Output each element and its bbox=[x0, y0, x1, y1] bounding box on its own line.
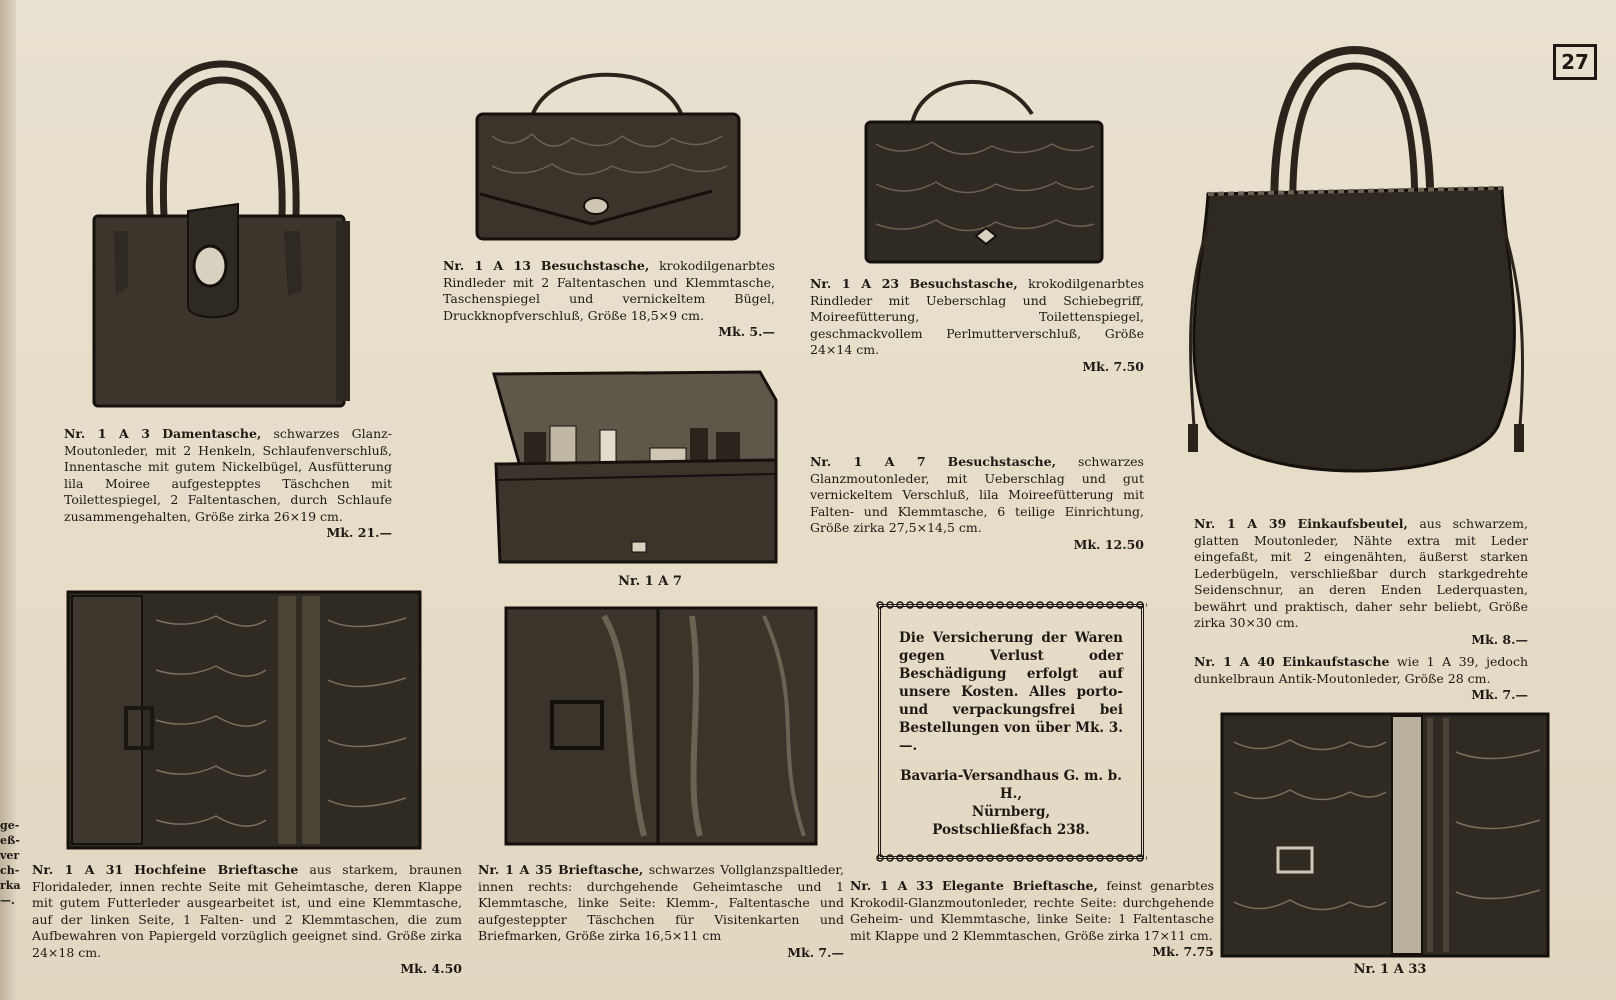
product-1a23-number: Nr. 1 A 23 bbox=[810, 276, 900, 291]
product-1a39-text: aus schwarzem, glatten Moutonleder, Nähte extra mit Leder eingefaßt, mit 2 eingenähten, äußerst starken Lederbügeln, verschließbar durch starkgedrehte Seidenschnur, an deren Enden Lederquasten, bewährt und praktisch, daher sehr beliebt, Größe zirka 30×30 cm. bbox=[1194, 516, 1529, 630]
product-1a23-description bbox=[810, 276, 1144, 375]
notice-city: Nürnberg, bbox=[971, 804, 1051, 820]
product-1a35-price: Mk. 7.— bbox=[787, 944, 844, 960]
handbag-1a3-image bbox=[88, 56, 362, 412]
product-1a33-text: feinst genarbtes Krokodil-Glanzmoutonleder, rechte Seite: durchgehende Geheim- und Klemmtasche, linke Seite: 1 Faltentasche mit Klappe und 2 Klemmtaschen, Größe zirka 17×11 cm. bbox=[850, 878, 1215, 943]
product-1a33-number: Nr. 1 A 33 bbox=[850, 878, 934, 893]
notice-border-top bbox=[875, 600, 1147, 610]
product-1a31-description bbox=[32, 862, 462, 978]
product-1a23-title: Besuchstasche, bbox=[909, 276, 1018, 291]
product-1a7-number: Nr. 1 A 7 bbox=[810, 454, 926, 469]
product-1a39-number: Nr. 1 A 39 bbox=[1194, 516, 1287, 531]
product-1a40-description bbox=[1194, 654, 1528, 704]
insurance-notice-box bbox=[878, 604, 1144, 859]
notice-address bbox=[899, 767, 1123, 839]
product-1a39-description bbox=[1194, 516, 1528, 648]
product-1a40-title: Einkaufstasche bbox=[1282, 654, 1390, 669]
product-1a7-price: Mk. 12.50 bbox=[1073, 536, 1144, 552]
notice-text: Die Versicherung der Waren gegen Verlust oder Beschädigung erfolgt auf unsere Kosten. Alles porto- und verpackungsfrei bei Bestellungen von über Mk. 3.—. bbox=[899, 630, 1123, 754]
product-1a23-text: krokodilgenarbtes Rindleder mit Ueberschlag und Schiebegriff, Moireefütterung, Toilettenspiegel, geschmackvollem Perlmutterverschluß, Größe 24×14 cm. bbox=[810, 276, 1145, 357]
product-1a31-price: Mk. 4.50 bbox=[400, 961, 462, 976]
adjacent-page-edge-text: ge- eß- ver ch- rka —. bbox=[0, 819, 21, 907]
product-1a39-title: Einkaufsbeutel, bbox=[1297, 516, 1408, 531]
product-1a7-description bbox=[810, 454, 1144, 553]
product-1a33-description bbox=[850, 878, 1214, 961]
product-1a35-text: schwarzes Vollglanzspaltleder, innen rechts: durchgehende Geheimtasche und 1 Klemmtasche, linke Seite: Klemm-, Faltentasche und aufgesteppter Täschchen für Visitenkarten und Briefmarken, Größe zirka 16,5×11 cm bbox=[478, 862, 844, 943]
product-1a31-text: aus starkem, braunen Floridaleder, innen rechte Seite mit Geheimtasche, deren Klappe mit gutem Futterleder ausgearbeitet ist, und eine Klemmtasche, auf der linken Seite, 1 Falten- und 2 Klemmtaschen, die zum Aufbewahren von Papiergeld vorzüglich geeignet sind. Größe zirka 24×18 cm. bbox=[32, 862, 462, 960]
product-1a33-price: Mk. 7.75 bbox=[1152, 944, 1214, 959]
product-1a7-caption: Nr. 1 A 7 bbox=[618, 574, 682, 589]
notice-postbox: Postschließfach 238. bbox=[932, 822, 1090, 838]
visiting-bag-1a13-image bbox=[472, 56, 744, 246]
product-1a3-title: Damentasche, bbox=[162, 426, 262, 441]
product-1a13-number: Nr. 1 A 13 bbox=[443, 258, 531, 273]
product-1a39-price: Mk. 8.— bbox=[1471, 631, 1528, 647]
product-1a3-number: Nr. 1 A 3 bbox=[64, 426, 150, 441]
product-1a33-title: Elegante Brieftasche, bbox=[941, 878, 1098, 893]
product-1a3-description bbox=[64, 426, 392, 542]
product-1a13-description bbox=[443, 258, 775, 341]
product-1a35-number: Nr. 1 A 35 bbox=[478, 862, 553, 877]
wallet-1a33-image bbox=[1220, 712, 1550, 958]
product-1a33-caption: Nr. 1 A 33 bbox=[1353, 962, 1427, 977]
product-1a7-title: Besuchstasche, bbox=[947, 454, 1056, 469]
product-1a31-title: Hochfeine Brieftasche bbox=[134, 862, 299, 877]
product-1a13-price: Mk. 5.— bbox=[718, 324, 775, 339]
wallet-1a35-image bbox=[504, 606, 818, 846]
product-1a40-price: Mk. 7.— bbox=[1471, 687, 1528, 702]
product-1a40-number: Nr. 1 A 40 bbox=[1194, 654, 1275, 669]
product-1a3-price: Mk. 21.— bbox=[326, 525, 392, 540]
visiting-bag-1a23-image bbox=[862, 64, 1106, 266]
notice-border-bottom bbox=[875, 853, 1147, 863]
product-1a31-number: Nr. 1 A 31 bbox=[32, 862, 124, 877]
shopping-bag-1a39-image bbox=[1168, 46, 1542, 486]
page-number: 27 bbox=[1553, 44, 1597, 80]
product-1a3-text: schwarzes Glanz-Moutonleder, mit 2 Henkeln, Schlaufenverschluß, Innentasche mit gutem Nickelbügel, Ausfütterung lila Moiree aufgestepptes Täschchen mit Toilettespiegel, 2 Faltentaschen, durch Schlaufe zusammengehalten, Größe zirka 26×19 cm. bbox=[64, 426, 392, 524]
wallet-1a31-image bbox=[66, 590, 422, 850]
product-1a35-description bbox=[478, 862, 844, 961]
product-1a35-title: Brieftasche, bbox=[558, 862, 644, 877]
visiting-bag-1a7-image bbox=[490, 370, 780, 566]
product-1a23-price: Mk. 7.50 bbox=[1082, 358, 1144, 374]
notice-company: Bavaria-Versandhaus G. m. b. H., bbox=[900, 768, 1122, 802]
product-1a40-text: wie 1 A 39, jedoch dunkelbraun Antik-Moutonleder, Größe 28 cm. bbox=[1194, 654, 1528, 686]
product-1a13-text: krokodilgenarbtes Rindleder mit 2 Faltentaschen und Klemmtasche, Taschenspiegel und vernickeltem Bügel, Druckknopfverschluß, Größe 18,5×9 cm. bbox=[443, 258, 775, 323]
product-1a7-text: schwarzes Glanzmoutonleder, mit Ueberschlag und gut vernickeltem Verschluß, lila Moireefütterung mit Falten- und Klemmtasche, 6 teilige Einrichtung, Größe zirka 27,5×14,5 cm. bbox=[810, 454, 1144, 535]
product-1a13-title: Besuchstasche, bbox=[540, 258, 650, 273]
